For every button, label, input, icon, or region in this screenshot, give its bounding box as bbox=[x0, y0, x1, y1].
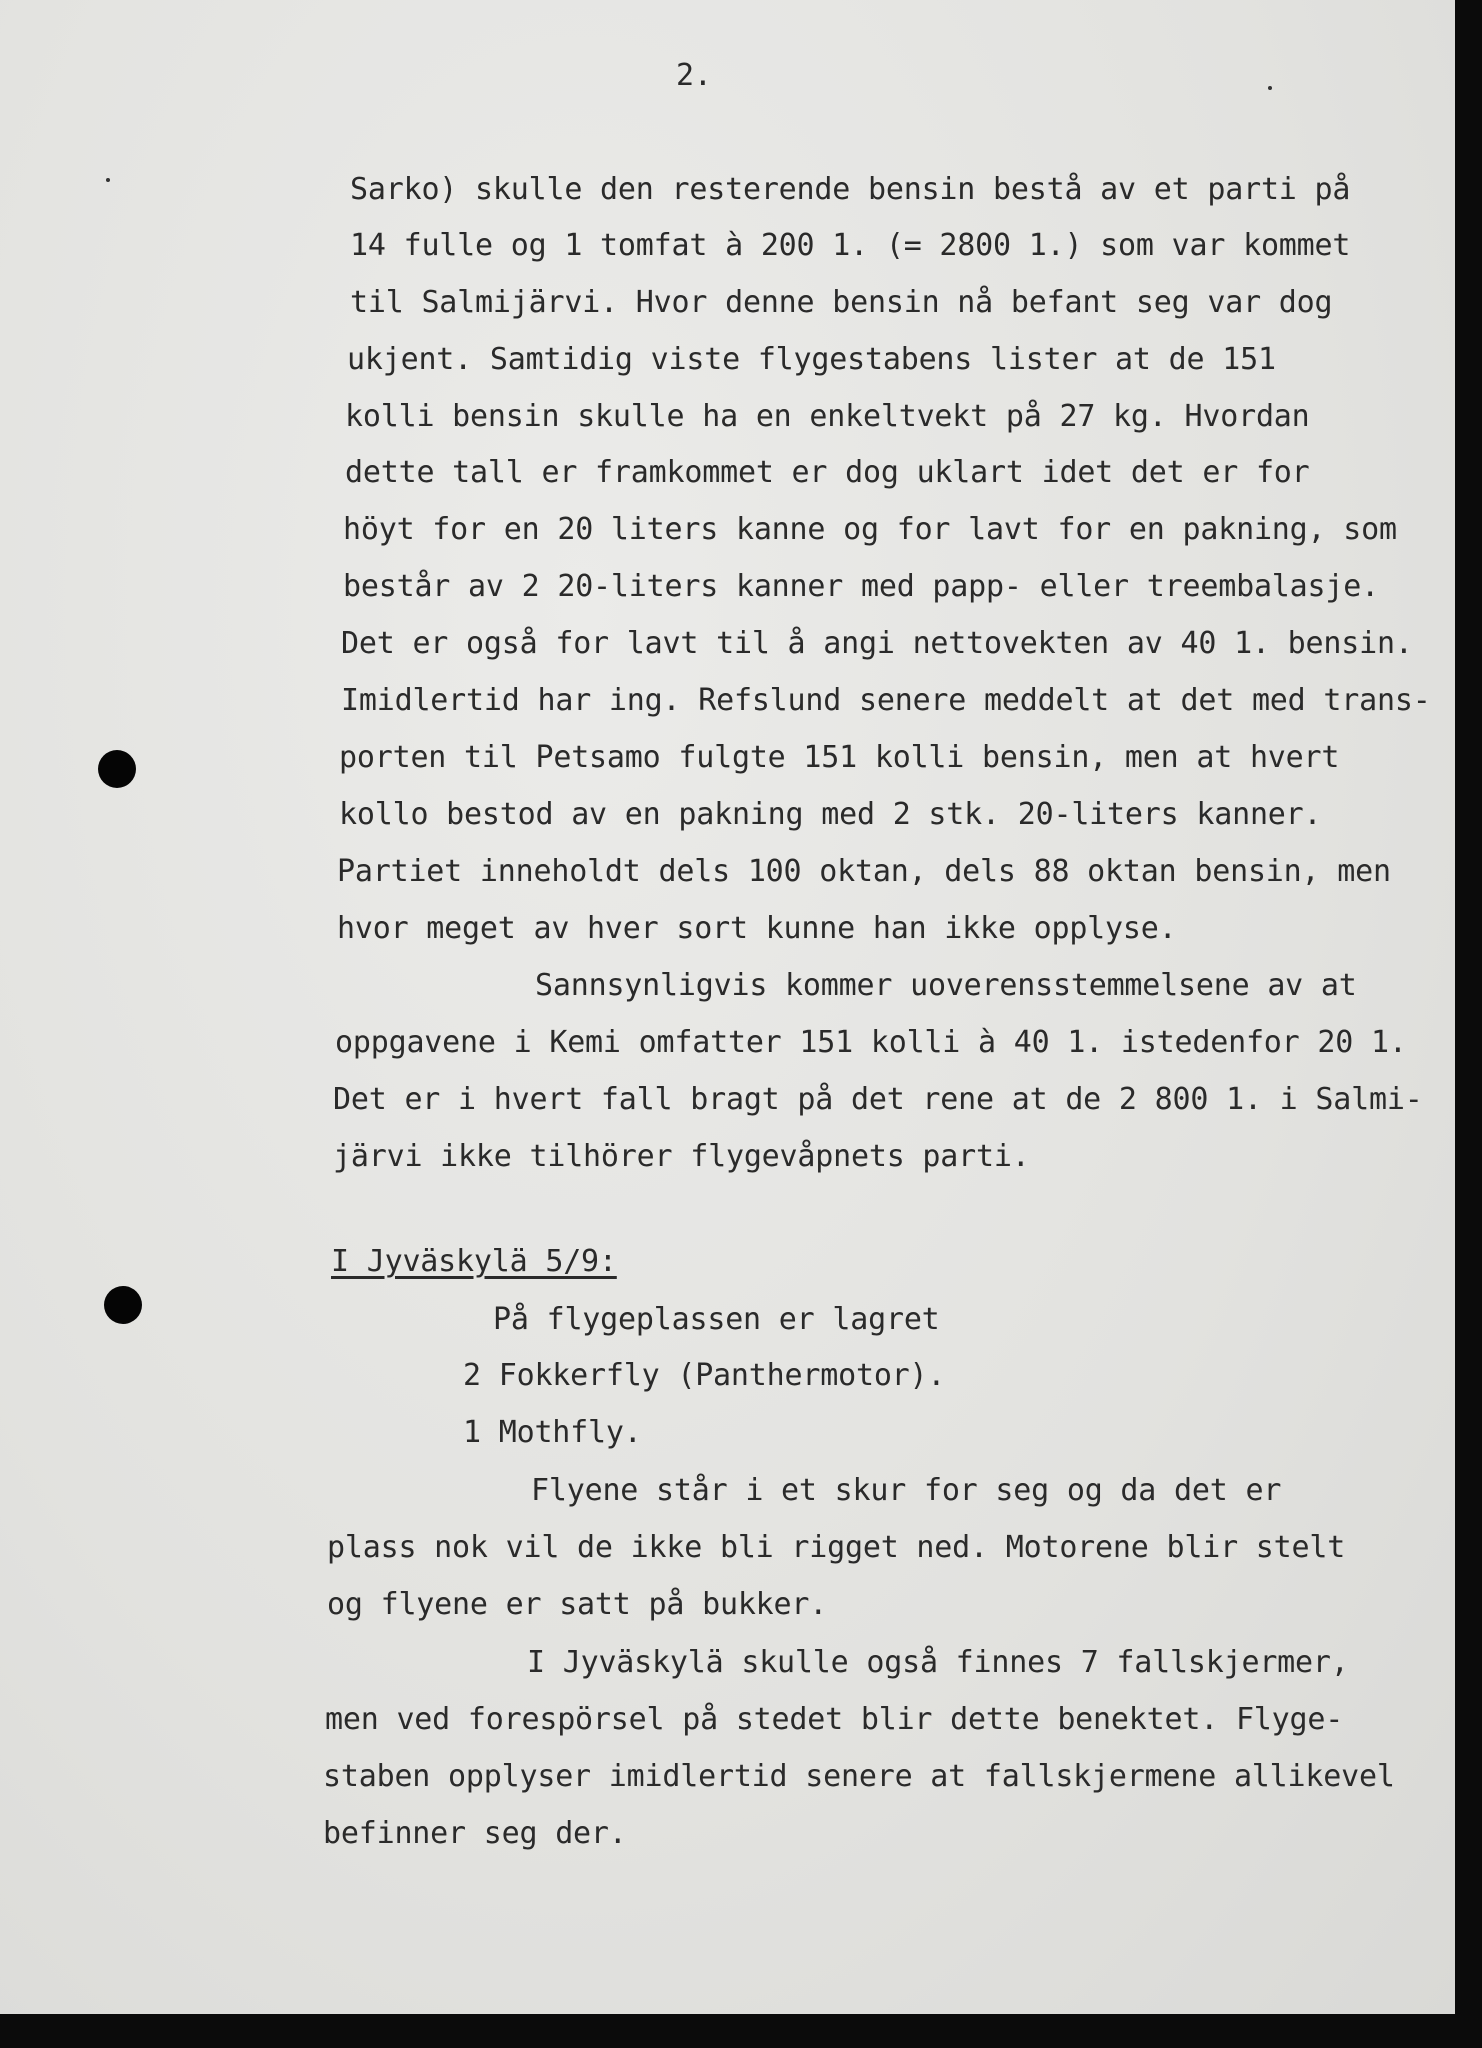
punch-hole-top bbox=[98, 750, 136, 788]
text-line: kollo bestod av en pakning med 2 stk. 20-liters kanner. bbox=[339, 797, 1322, 832]
text-line: kolli bensin skulle ha en enkeltvekt på 27 kg. Hvordan bbox=[345, 399, 1310, 434]
text-line: ukjent. Samtidig viste flygestabens lister at de 151 bbox=[347, 342, 1276, 377]
page-number: 2. bbox=[676, 58, 712, 93]
margin-speck bbox=[1268, 86, 1272, 90]
text-line: höyt for en 20 liters kanne og for lavt for en pakning, som bbox=[343, 512, 1397, 547]
text-line: 14 fulle og 1 tomfat à 200 1. (= 2800 1.) som var kommet bbox=[350, 228, 1351, 263]
text-line: plass nok vil de ikke bli rigget ned. Motorene blir stelt bbox=[327, 1530, 1346, 1565]
text-line: hvor meget av hver sort kunne han ikke opplyse. bbox=[337, 911, 1177, 946]
text-line: Det er i hvert fall bragt på det rene at de 2 800 1. i Salmi- bbox=[333, 1082, 1423, 1117]
text-line: Det er også for lavt til å angi nettovekten av 40 1. bensin. bbox=[341, 626, 1413, 661]
text-line: Partiet inneholdt dels 100 oktan, dels 88 oktan bensin, men bbox=[337, 854, 1391, 889]
punch-hole-bottom bbox=[104, 1286, 142, 1324]
margin-speck bbox=[106, 178, 110, 182]
text-line: og flyene er satt på bukker. bbox=[327, 1587, 828, 1622]
text-line: I Jyväskylä skulle også finnes 7 fallskjermer, bbox=[527, 1645, 1349, 1680]
text-line: befinner seg der. bbox=[323, 1816, 627, 1851]
text-line: porten til Petsamo fulgte 151 kolli bensin, men at hvert bbox=[339, 740, 1340, 775]
text-line: Sarko) skulle den resterende bensin bestå av et parti på bbox=[350, 172, 1351, 207]
text-line: oppgavene i Kemi omfatter 151 kolli à 40 1. istedenfor 20 1. bbox=[335, 1025, 1407, 1060]
section-heading: I Jyväskylä 5/9: bbox=[331, 1244, 617, 1279]
inventory-line: 2 Fokkerfly (Panthermotor). bbox=[463, 1358, 946, 1393]
text-line: men ved forespörsel på stedet blir dette benektet. Flyge- bbox=[325, 1702, 1344, 1737]
text-line: Imidlertid har ing. Refslund senere meddelt at det med trans- bbox=[341, 683, 1431, 718]
inventory-line: På flygeplassen er lagret bbox=[493, 1302, 940, 1337]
text-line: dette tall er framkommet er dog uklart idet det er for bbox=[345, 455, 1310, 490]
text-line: Sannsynligvis kommer uoverensstemmelsene av at bbox=[535, 968, 1357, 1003]
text-line: järvi ikke tilhörer flygevåpnets parti. bbox=[333, 1139, 1030, 1174]
inventory-line: 1 Mothfly. bbox=[463, 1415, 642, 1450]
text-line: består av 2 20-liters kanner med papp- eller treembalasje. bbox=[343, 569, 1379, 604]
text-line: til Salmijärvi. Hvor denne bensin nå befant seg var dog bbox=[350, 285, 1333, 320]
text-line: staben opplyser imidlertid senere at fallskjermene allikevel bbox=[323, 1759, 1395, 1794]
text-line: Flyene står i et skur for seg og da det er bbox=[531, 1473, 1282, 1508]
